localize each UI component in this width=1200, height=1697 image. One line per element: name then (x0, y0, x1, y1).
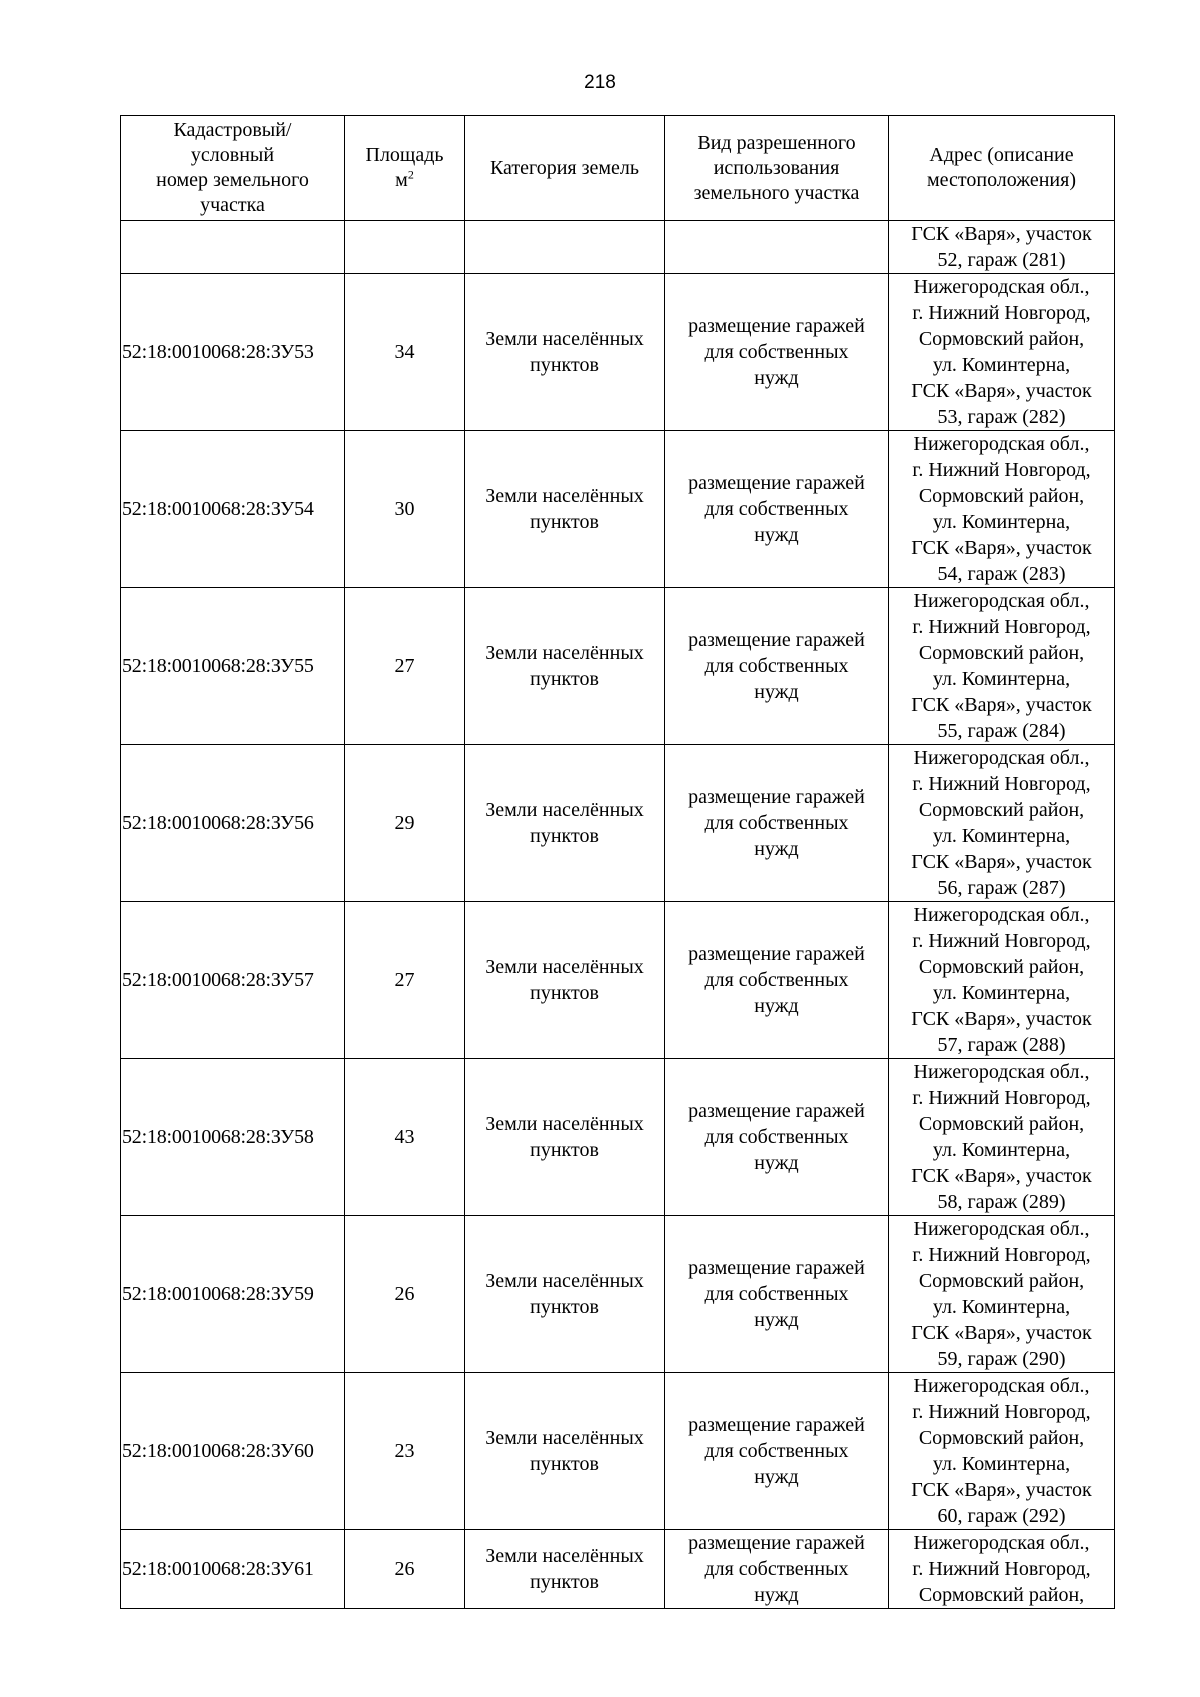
continuation-row (121, 221, 1115, 274)
cell-category: Земли населённых пунктов (465, 274, 665, 431)
table-row (121, 1216, 1115, 1373)
cell-address: Нижегородская обл., г. Нижний Новгород, Сормовский район, ул. Коминтерна, ГСК «Варя», участок 59, гараж (290) (889, 1216, 1115, 1373)
header-address: Адрес (описание местоположения) (889, 116, 1115, 221)
cell-category (465, 221, 665, 274)
cell-cadastral: 52:18:0010068:28:ЗУ55 (121, 588, 345, 745)
header-cadastral: Кадастровый/ условный номер земельного участка (121, 116, 345, 221)
land-plots-table (120, 115, 1115, 1609)
cell-usage: размещение гаражей для собственных нужд (665, 274, 889, 431)
table-row (121, 588, 1115, 745)
cell-usage: размещение гаражей для собственных нужд (665, 1059, 889, 1216)
cell-category: Земли населённых пунктов (465, 1059, 665, 1216)
table-header (121, 116, 1115, 221)
cell-category: Земли населённых пунктов (465, 745, 665, 902)
cell-area: 34 (345, 274, 465, 431)
table-row (121, 431, 1115, 588)
cell-address: Нижегородская обл., г. Нижний Новгород, Сормовский район, ул. Коминтерна, ГСК «Варя», участок 53, гараж (282) (889, 274, 1115, 431)
cell-cadastral: 52:18:0010068:28:ЗУ58 (121, 1059, 345, 1216)
table-row (121, 1373, 1115, 1530)
cell-usage: размещение гаражей для собственных нужд (665, 745, 889, 902)
cell-address: Нижегородская обл., г. Нижний Новгород, Сормовский район, ул. Коминтерна, ГСК «Варя», участок 55, гараж (284) (889, 588, 1115, 745)
table-row (121, 1059, 1115, 1216)
table-body (121, 221, 1115, 1609)
cell-category: Земли населённых пунктов (465, 431, 665, 588)
cell-address: ГСК «Варя», участок 52, гараж (281) (889, 221, 1115, 274)
cell-area: 29 (345, 745, 465, 902)
cell-category: Земли населённых пунктов (465, 1216, 665, 1373)
cell-category: Земли населённых пунктов (465, 902, 665, 1059)
cell-cadastral: 52:18:0010068:28:ЗУ57 (121, 902, 345, 1059)
cell-cadastral: 52:18:0010068:28:ЗУ61 (121, 1530, 345, 1609)
cell-address: Нижегородская обл., г. Нижний Новгород, Сормовский район, ул. Коминтерна, ГСК «Варя», участок 57, гараж (288) (889, 902, 1115, 1059)
header-category: Категория земель (465, 116, 665, 221)
header-usage: Вид разрешенного использования земельного участка (665, 116, 889, 221)
cell-address: Нижегородская обл., г. Нижний Новгород, Сормовский район, (889, 1530, 1115, 1609)
cell-area: 26 (345, 1216, 465, 1373)
cell-address: Нижегородская обл., г. Нижний Новгород, Сормовский район, ул. Коминтерна, ГСК «Варя», участок 54, гараж (283) (889, 431, 1115, 588)
cell-area: 27 (345, 902, 465, 1059)
table-row (121, 902, 1115, 1059)
cell-category: Земли населённых пунктов (465, 1530, 665, 1609)
header-area: Площадь $м^2$ (345, 116, 465, 221)
cell-address: Нижегородская обл., г. Нижний Новгород, Сормовский район, ул. Коминтерна, ГСК «Варя», участок 56, гараж (287) (889, 745, 1115, 902)
cell-usage: размещение гаражей для собственных нужд (665, 431, 889, 588)
cell-cadastral: 52:18:0010068:28:ЗУ60 (121, 1373, 345, 1530)
table-row (121, 1530, 1115, 1609)
cell-cadastral: 52:18:0010068:28:ЗУ56 (121, 745, 345, 902)
cell-cadastral (121, 221, 345, 274)
cell-usage: размещение гаражей для собственных нужд (665, 902, 889, 1059)
cell-cadastral: 52:18:0010068:28:ЗУ53 (121, 274, 345, 431)
cell-usage: размещение гаражей для собственных нужд (665, 588, 889, 745)
cell-area: 26 (345, 1530, 465, 1609)
cell-category: Земли населённых пунктов (465, 1373, 665, 1530)
cell-usage: размещение гаражей для собственных нужд (665, 1216, 889, 1373)
table-row (121, 745, 1115, 902)
header-row (121, 116, 1115, 221)
cell-area: 30 (345, 431, 465, 588)
cell-cadastral: 52:18:0010068:28:ЗУ59 (121, 1216, 345, 1373)
cell-address: Нижегородская обл., г. Нижний Новгород, Сормовский район, ул. Коминтерна, ГСК «Варя», участок 60, гараж (292) (889, 1373, 1115, 1530)
page-number: 218 (584, 72, 616, 93)
cell-area: 27 (345, 588, 465, 745)
cell-area: 23 (345, 1373, 465, 1530)
cell-category: Земли населённых пунктов (465, 588, 665, 745)
cell-usage: размещение гаражей для собственных нужд (665, 1530, 889, 1609)
cell-usage: размещение гаражей для собственных нужд (665, 1373, 889, 1530)
cell-cadastral: 52:18:0010068:28:ЗУ54 (121, 431, 345, 588)
table-row (121, 274, 1115, 431)
cell-usage (665, 221, 889, 274)
cell-area (345, 221, 465, 274)
cell-address: Нижегородская обл., г. Нижний Новгород, Сормовский район, ул. Коминтерна, ГСК «Варя», участок 58, гараж (289) (889, 1059, 1115, 1216)
cell-area: 43 (345, 1059, 465, 1216)
